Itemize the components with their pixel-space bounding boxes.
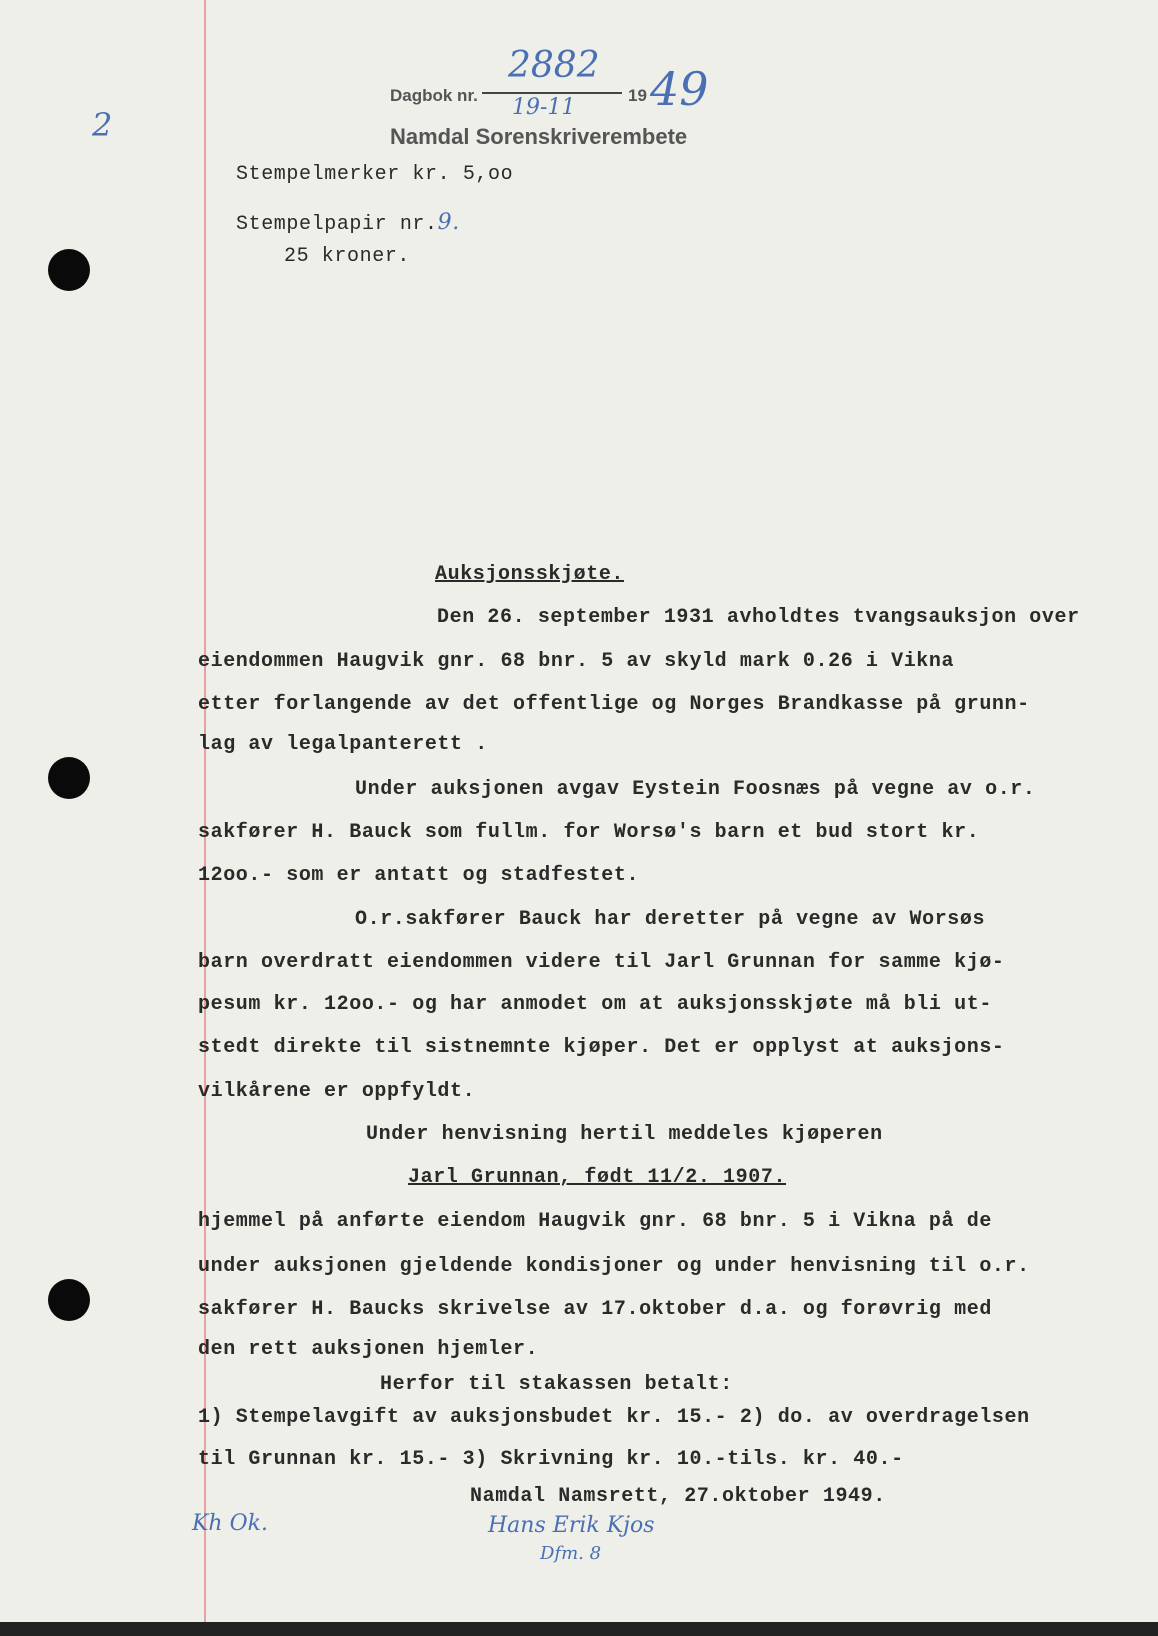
punch-hole	[48, 1279, 90, 1321]
text-line: sakfører H. Baucks skrivelse av 17.oktober d.a. og forøvrig med	[198, 1298, 992, 1321]
stamp-line: 25 kroner.	[284, 245, 411, 268]
stamp-line	[236, 211, 460, 237]
punch-hole	[48, 249, 90, 291]
dagbok-underline	[482, 92, 622, 94]
dagbok-label: Dagbok nr.	[390, 86, 478, 105]
punch-hole	[48, 757, 90, 799]
text-line: barn overdratt eiendommen videre til Jarl Grunnan for samme kjø-	[198, 951, 1005, 974]
text-line: etter forlangende av det offentlige og Norges Brandkasse på grunn-	[198, 693, 1030, 716]
text-line: Herfor til stakassen betalt:	[380, 1373, 733, 1396]
dagbok-number: 2882	[508, 45, 600, 86]
text-line: O.r.sakfører Bauck har deretter på vegne av Worsøs	[355, 908, 986, 931]
stamp-line: Stempelmerker kr. 5,oo	[236, 163, 514, 186]
signature-name: Hans Erik Kjos	[488, 1513, 655, 1538]
text-line: Den 26. september 1931 avholdtes tvangsauksjon over	[437, 606, 1080, 629]
initials: Kh Ok.	[192, 1511, 268, 1536]
page-mark: 2	[92, 106, 113, 144]
text-line: lag av legalpanterett .	[198, 733, 488, 756]
buyer-line: Jarl Grunnan, født 11/2. 1907.	[408, 1166, 787, 1189]
date-note: 19-11	[512, 95, 576, 120]
signature-title: Dfm. 8	[540, 1543, 602, 1564]
text-line: til Grunnan kr. 15.- 3) Skrivning kr. 10.-tils. kr. 40.-	[198, 1448, 904, 1471]
stamp-number: 9.	[437, 210, 460, 235]
text-line: 1) Stempelavgift av auksjonsbudet kr. 15.- 2) do. av overdragelsen	[198, 1406, 1030, 1429]
text-line: hjemmel på anførte eiendom Haugvik gnr. 68 bnr. 5 i Vikna på de	[198, 1210, 992, 1233]
text-line: den rett auksjonen hjemler.	[198, 1338, 539, 1361]
text-line: Under auksjonen avgav Eystein Foosnæs på vegne av o.r.	[355, 778, 1036, 801]
text-line: stedt direkte til sistnemnte kjøper. Det er opplyst at auksjons-	[198, 1036, 1005, 1059]
stamp-label: Stempelpapir nr.	[236, 213, 438, 236]
text-line: 12oo.- som er antatt og stadfestet.	[198, 864, 640, 887]
margin-line	[204, 0, 206, 1636]
office-name: Namdal Sorenskriverembete	[390, 124, 688, 149]
text-line: under auksjonen gjeldende kondisjoner og under henvisning til o.r.	[198, 1255, 1030, 1278]
place-date-line: Namdal Namsrett, 27.oktober 1949.	[470, 1485, 886, 1508]
year-prefix: 19	[628, 86, 647, 105]
text-line: pesum kr. 12oo.- og har anmodet om at auksjonsskjøte må bli ut-	[198, 993, 992, 1016]
text-line: vilkårene er oppfyldt.	[198, 1080, 476, 1103]
text-line: eiendommen Haugvik gnr. 68 bnr. 5 av skyld mark 0.26 i Vikna	[198, 650, 955, 673]
text-line: Under henvisning hertil meddeles kjøperen	[366, 1123, 883, 1146]
document-title: Auksjonsskjøte.	[435, 563, 625, 586]
text-line: sakfører H. Bauck som fullm. for Worsø's barn et bud stort kr.	[198, 821, 980, 844]
scan-edge	[0, 1622, 1158, 1636]
year-suffix: 49	[650, 62, 709, 116]
